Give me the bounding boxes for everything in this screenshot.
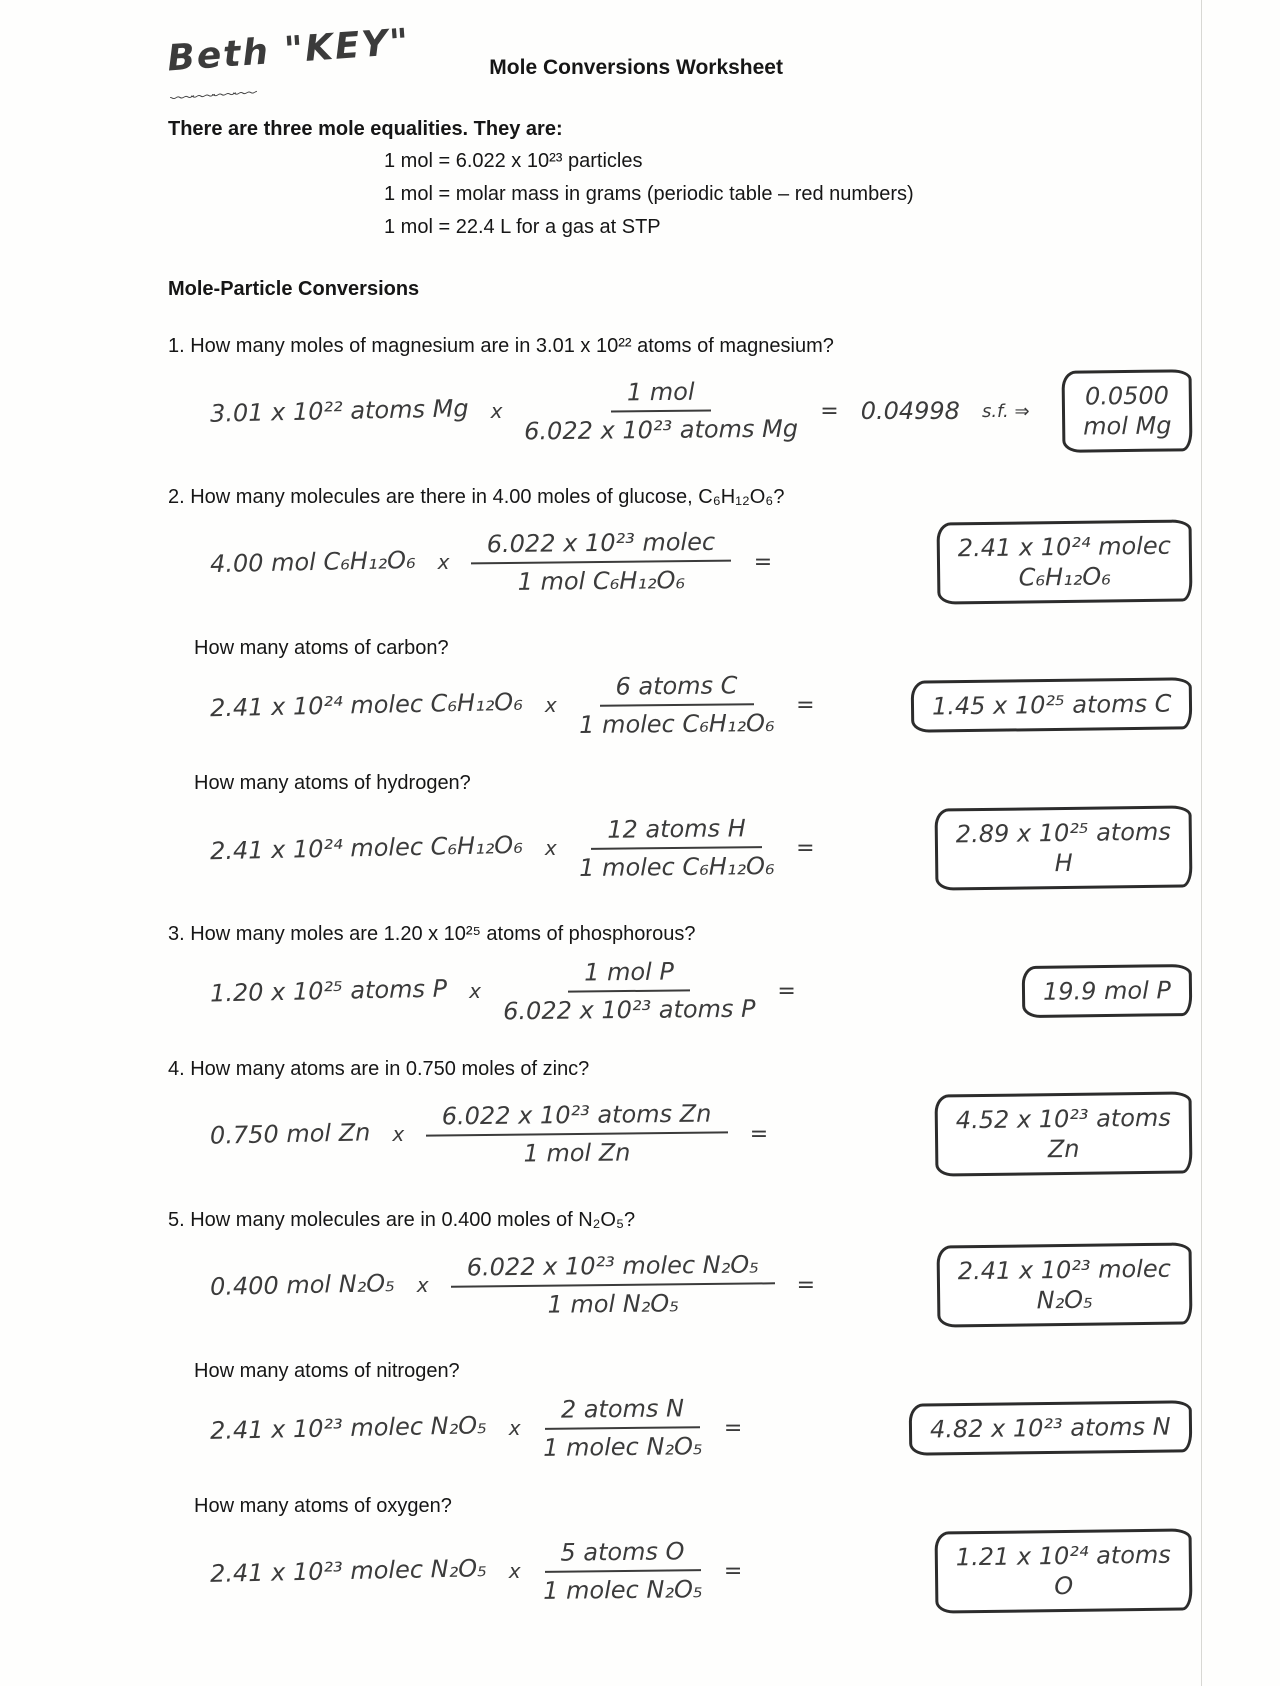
- multiplicand: 2.41 x 10²⁴ molec C₆H₁₂O₆: [209, 830, 524, 866]
- answer-box: 2.41 x 10²³ molec N₂O₅: [937, 1242, 1193, 1327]
- fraction-numerator: 5 atoms O: [544, 1537, 700, 1573]
- times-sign: x: [392, 1122, 405, 1146]
- times-sign: x: [508, 1559, 521, 1583]
- times-sign: x: [544, 836, 557, 860]
- multiplicand: 0.750 mol Zn: [209, 1118, 371, 1150]
- fraction-numerator: 6.022 x 10²³ atoms Zn: [426, 1099, 728, 1136]
- work-line: [210, 370, 1192, 452]
- equals-sign: =: [723, 1558, 743, 1584]
- answer-box: 2.89 x 10²⁵ atoms H: [935, 805, 1193, 890]
- equality-line-2: 1 mol = molar mass in grams (periodic table – red numbers): [384, 183, 914, 205]
- conversion-fraction: [542, 1537, 702, 1605]
- problem-3: [168, 923, 1222, 1024]
- multiplicand: 1.20 x 10²⁵ atoms P: [209, 974, 448, 1008]
- question-text: How many atoms of carbon?: [194, 637, 449, 659]
- multiplicand: 0.400 mol N₂O₅: [209, 1269, 396, 1301]
- intermediate-result: 0.04998: [860, 397, 960, 425]
- equals-sign: =: [777, 978, 796, 1004]
- problem-4: [168, 1058, 1222, 1175]
- times-sign: x: [544, 693, 557, 717]
- intro-heading: There are three mole equalities. They are:: [168, 118, 563, 140]
- times-sign: x: [490, 399, 503, 423]
- fraction-denominator: 6.022 x 10²³ atoms Mg: [524, 414, 799, 446]
- fraction-denominator: 1 mol Zn: [523, 1138, 631, 1168]
- equals-sign: =: [820, 398, 839, 424]
- equals-sign: =: [723, 1415, 743, 1441]
- mole-equalities-intro: [168, 118, 1222, 242]
- fraction-numerator: 1 mol P: [568, 957, 690, 992]
- equals-sign: =: [796, 835, 815, 861]
- scan-edge-line: [1201, 0, 1202, 1686]
- conversion-fraction: [450, 1250, 775, 1319]
- multiplicand: 2.41 x 10²³ molec N₂O₅: [209, 1411, 487, 1445]
- equals-sign: =: [753, 549, 773, 575]
- work-line: [210, 1244, 1192, 1326]
- answer-box: 19.9 mol P: [1022, 964, 1193, 1018]
- section-heading: Mole-Particle Conversions: [168, 278, 420, 300]
- fraction-denominator: 6.022 x 10²³ atoms P: [502, 994, 756, 1026]
- problem-2-carbon: [168, 637, 1222, 738]
- work-line: [210, 521, 1192, 603]
- answer-box: 4.52 x 10²³ atoms Zn: [935, 1091, 1193, 1176]
- multiplicand: 2.41 x 10²⁴ molec C₆H₁₂O₆: [209, 687, 524, 723]
- problem-5: [168, 1209, 1222, 1326]
- problem-2: [168, 486, 1222, 603]
- conversion-fraction: [578, 814, 774, 882]
- fraction-numerator: 12 atoms H: [591, 814, 762, 850]
- sig-fig-arrow: s.f. ⇒: [981, 400, 1030, 422]
- equalities-list: [384, 147, 1222, 242]
- question-text: How many atoms of oxygen?: [194, 1495, 452, 1517]
- question-text: 5. How many molecules are in 0.400 moles of N₂O₅?: [168, 1209, 636, 1231]
- times-sign: x: [469, 979, 481, 1003]
- question-text: How many atoms of hydrogen?: [194, 772, 471, 794]
- fraction-denominator: 1 molec C₆H₁₂O₆: [578, 851, 775, 883]
- problem-2-hydrogen: [168, 772, 1222, 889]
- question-text: How many atoms of nitrogen?: [194, 1360, 460, 1382]
- times-sign: x: [508, 1416, 521, 1440]
- answer-box: 0.0500 mol Mg: [1061, 369, 1192, 453]
- equals-sign: =: [796, 1272, 816, 1298]
- fraction-numerator: 2 atoms N: [544, 1394, 700, 1430]
- problem-5-nitrogen: [168, 1360, 1222, 1461]
- work-line: [210, 958, 1192, 1024]
- conversion-fraction: [426, 1099, 728, 1168]
- conversion-fraction: [471, 528, 732, 597]
- page-title: Mole Conversions Worksheet: [489, 56, 783, 79]
- fraction-numerator: 6 atoms C: [599, 671, 753, 707]
- equals-sign: =: [796, 692, 815, 718]
- question-text: 1. How many moles of magnesium are in 3.01 x 10²² atoms of magnesium?: [168, 335, 834, 357]
- fraction-denominator: 1 molec N₂O₅: [542, 1575, 703, 1605]
- question-text: 2. How many molecules are there in 4.00 moles of glucose, C₆H₁₂O₆?: [168, 486, 785, 508]
- problem-5-oxygen: [168, 1495, 1222, 1612]
- worksheet-header: [165, 21, 1222, 104]
- multiplicand: 4.00 mol C₆H₁₂O₆: [209, 545, 416, 579]
- fraction-denominator: 1 mol N₂O₅: [546, 1289, 679, 1319]
- equals-sign: =: [749, 1121, 769, 1147]
- conversion-fraction: [578, 671, 774, 739]
- fraction-denominator: 1 molec C₆H₁₂O₆: [578, 708, 775, 740]
- work-line: [210, 1395, 1192, 1461]
- times-sign: x: [416, 1273, 429, 1297]
- answer-box: 1.45 x 10²⁵ atoms C: [910, 677, 1192, 732]
- equality-line-3: 1 mol = 22.4 L for a gas at STP: [384, 216, 661, 238]
- work-line: [210, 672, 1192, 738]
- conversion-fraction: [524, 377, 799, 446]
- fraction-numerator: 6.022 x 10²³ molec N₂O₅: [450, 1250, 774, 1287]
- conversion-fraction: [542, 1394, 702, 1462]
- answer-box: 2.41 x 10²⁴ molec C₆H₁₂O₆: [937, 519, 1193, 604]
- answer-box: 1.21 x 10²⁴ atoms O: [935, 1528, 1193, 1613]
- question-text: 3. How many moles are 1.20 x 10²⁵ atoms of phosphorous?: [168, 923, 696, 945]
- handwritten-name: Beth "KEY": [165, 21, 412, 80]
- times-sign: x: [437, 550, 450, 574]
- fraction-denominator: 1 molec N₂O₅: [542, 1432, 703, 1462]
- conversion-fraction: [503, 957, 756, 1026]
- work-line: [210, 1530, 1192, 1612]
- equality-line-1: 1 mol = 6.022 x 10²³ particles: [384, 150, 643, 172]
- question-text: 4. How many atoms are in 0.750 moles of zinc?: [168, 1058, 590, 1080]
- answer-box: 4.82 x 10²³ atoms N: [909, 1400, 1192, 1455]
- fraction-numerator: 6.022 x 10²³ molec: [471, 528, 732, 565]
- work-line: [210, 807, 1192, 889]
- work-line: [210, 1093, 1192, 1175]
- fraction-denominator: 1 mol C₆H₁₂O₆: [517, 566, 686, 596]
- multiplicand: 3.01 x 10²² atoms Mg: [209, 394, 469, 428]
- multiplicand: 2.41 x 10²³ molec N₂O₅: [209, 1554, 487, 1588]
- fraction-numerator: 1 mol: [611, 377, 711, 412]
- handwritten-name-block: [166, 22, 413, 105]
- name-scribble: ﹏﹏﹏﹏: [168, 69, 255, 104]
- problem-1: [168, 335, 1222, 452]
